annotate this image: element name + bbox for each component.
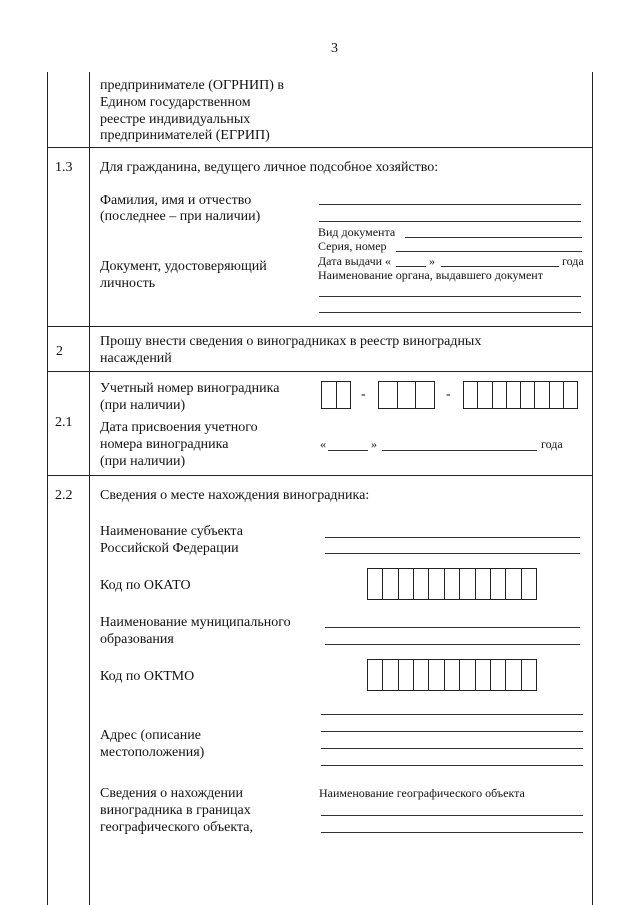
table-col-divider bbox=[89, 72, 90, 905]
issued-day-line[interactable] bbox=[396, 266, 426, 267]
continuation-text: предпринимателе (ОГРНИП) в bbox=[100, 78, 285, 93]
subject-field-line[interactable] bbox=[325, 553, 580, 554]
municipal-label: образования bbox=[100, 632, 174, 647]
row-divider bbox=[47, 475, 593, 476]
fio-label: (последнее – при наличии) bbox=[100, 209, 261, 224]
continuation-text: реестре индивидуальных bbox=[100, 112, 251, 127]
issued-month-line[interactable] bbox=[441, 266, 559, 267]
issued-close: » bbox=[429, 254, 435, 268]
request-text: насаждений bbox=[100, 351, 172, 366]
org-label: Наименование органа, выдавшего документ bbox=[318, 268, 543, 282]
geo-label: географического объекта, bbox=[100, 820, 253, 835]
date-label: (при наличии) bbox=[100, 454, 186, 469]
continuation-text: предпринимателей (ЕГРИП) bbox=[100, 128, 270, 143]
org-field-line[interactable] bbox=[319, 296, 581, 297]
section-number: 2.2 bbox=[55, 488, 73, 503]
issued-label: Дата выдачи « bbox=[318, 254, 392, 268]
request-text: Прошу внести сведения о виноградниках в реестр виноградных bbox=[100, 334, 482, 349]
fio-label: Фамилия, имя и отчество bbox=[100, 193, 252, 208]
year-label: года bbox=[541, 437, 563, 451]
account-label: (при наличии) bbox=[100, 398, 186, 413]
continuation-text: Едином государственном bbox=[100, 95, 251, 110]
address-field-line[interactable] bbox=[321, 714, 583, 715]
quote-close: » bbox=[371, 437, 377, 451]
municipal-label: Наименование муниципального bbox=[100, 615, 291, 630]
doc-type-field-line[interactable] bbox=[405, 237, 582, 238]
section-title: Для гражданина, ведущего личное подсобное хозяйство: bbox=[100, 160, 439, 175]
oktmo-cells[interactable] bbox=[367, 659, 537, 691]
issued-year-label: года bbox=[562, 254, 584, 268]
okato-label: Код по ОКАТО bbox=[100, 578, 191, 593]
row-divider bbox=[47, 326, 593, 327]
address-field-line[interactable] bbox=[321, 731, 583, 732]
dash: - bbox=[446, 387, 451, 402]
date-month-line[interactable] bbox=[382, 450, 537, 451]
geo-label: виноградника в границах bbox=[100, 803, 251, 818]
municipal-field-line[interactable] bbox=[325, 644, 580, 645]
row-divider bbox=[47, 371, 593, 372]
geo-label: Сведения о нахождении bbox=[100, 786, 243, 801]
fio-field-line[interactable] bbox=[319, 221, 581, 222]
dash: - bbox=[361, 387, 366, 402]
subject-label: Наименование субъекта bbox=[100, 524, 243, 539]
account-label: Учетный номер виноградника bbox=[100, 381, 280, 396]
okato-cells[interactable] bbox=[367, 568, 537, 600]
date-day-line[interactable] bbox=[328, 450, 368, 451]
section-number: 2 bbox=[56, 344, 63, 359]
doc-type-label: Вид документа bbox=[318, 225, 396, 239]
address-field-line[interactable] bbox=[321, 765, 583, 766]
fio-field-line[interactable] bbox=[319, 204, 581, 205]
date-label: Дата присвоения учетного bbox=[100, 420, 258, 435]
org-field-line[interactable] bbox=[319, 312, 581, 313]
oktmo-label: Код по ОКТМО bbox=[100, 669, 195, 684]
geo-field-line[interactable] bbox=[321, 832, 583, 833]
quote-open: « bbox=[320, 437, 326, 451]
row-divider bbox=[47, 147, 593, 148]
subject-field-line[interactable] bbox=[325, 537, 580, 538]
address-label: Адрес (описание bbox=[100, 728, 201, 743]
series-field-line[interactable] bbox=[396, 251, 582, 252]
subject-label: Российской Федерации bbox=[100, 541, 239, 556]
account-cells-1[interactable] bbox=[321, 381, 351, 409]
account-cells-2[interactable] bbox=[378, 381, 435, 409]
page-number: 3 bbox=[331, 41, 338, 56]
municipal-field-line[interactable] bbox=[325, 627, 580, 628]
account-cells-3[interactable] bbox=[463, 381, 578, 409]
address-label: местоположения) bbox=[100, 745, 205, 760]
section-number: 1.3 bbox=[55, 160, 73, 175]
date-label: номера виноградника bbox=[100, 437, 229, 452]
table-left-border bbox=[47, 72, 48, 905]
doc-label: Документ, удостоверяющий bbox=[100, 259, 267, 274]
doc-label: личность bbox=[100, 276, 156, 291]
section-number: 2.1 bbox=[55, 415, 73, 430]
series-label: Серия, номер bbox=[318, 239, 387, 253]
address-field-line[interactable] bbox=[321, 748, 583, 749]
table-right-border bbox=[592, 72, 593, 905]
section-title: Сведения о месте нахождения виноградника: bbox=[100, 488, 370, 503]
geo-field-line[interactable] bbox=[321, 815, 583, 816]
geo-name-label: Наименование географического объекта bbox=[319, 786, 525, 800]
